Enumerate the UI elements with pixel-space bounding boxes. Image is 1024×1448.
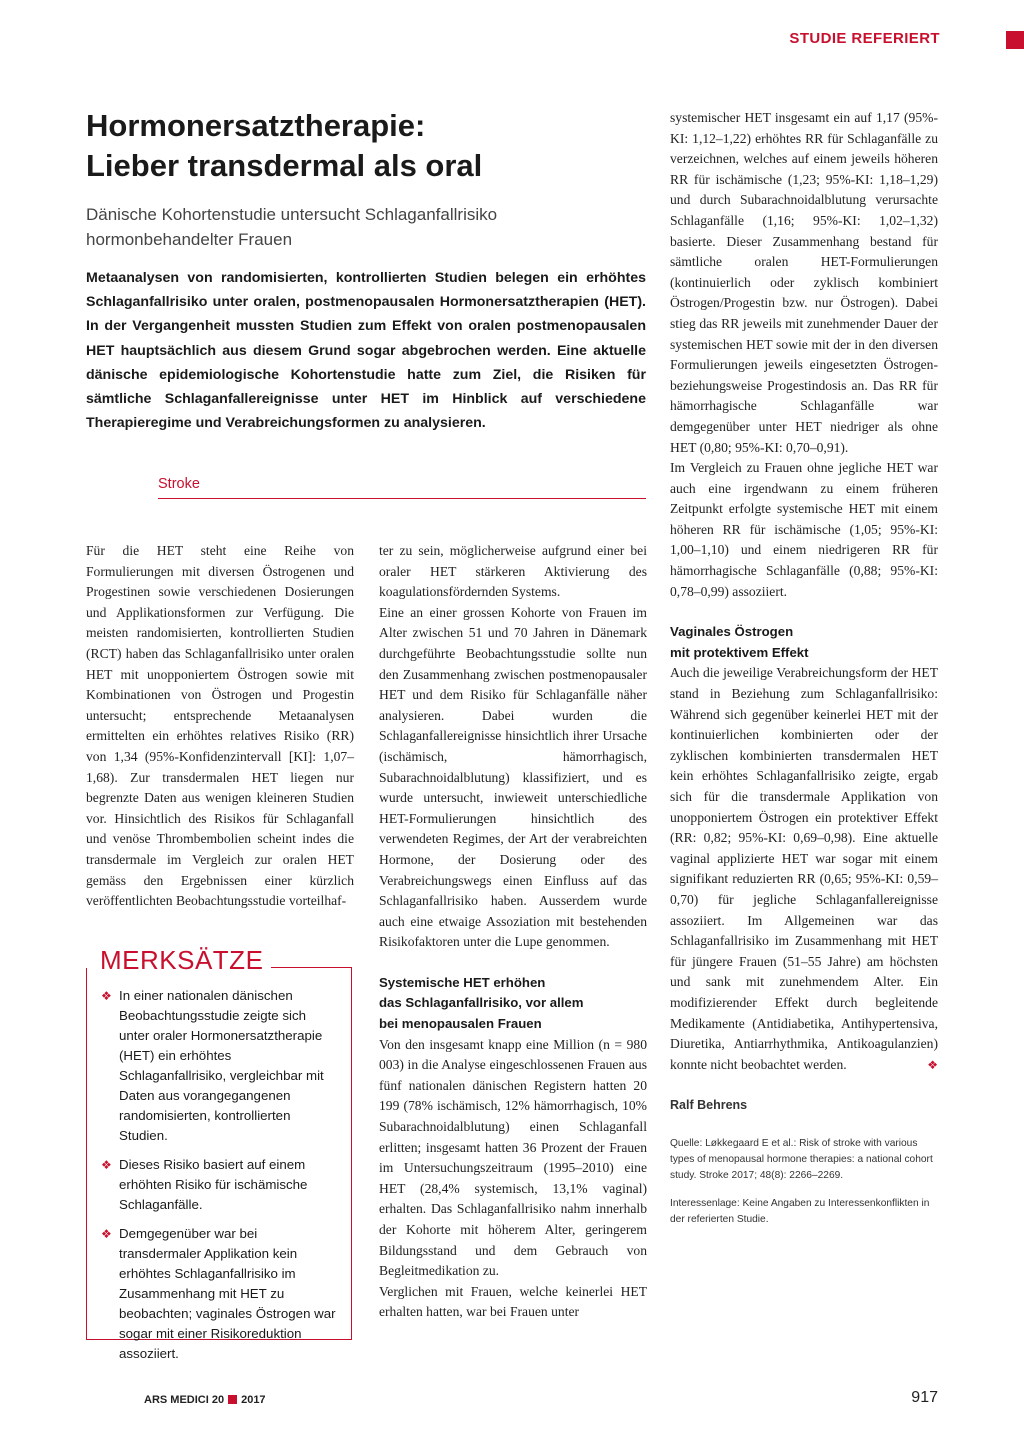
heading-line: Vaginales Östrogen [670, 624, 794, 640]
key-point-text: In einer nationalen dänischen Beobachtungsstudie zeigte sich unter oraler Hormonersatztherapie (HET) ein erhöhtes Schlaganfallrisiko, vergleichbar mit Daten aus vorangegangenen randomisierten, kontrollierten Studien. [119, 988, 324, 1143]
list-item [101, 1155, 337, 1215]
section-marker [1006, 31, 1024, 49]
section-heading [670, 622, 938, 663]
footer-journal [144, 1394, 266, 1406]
topic-label: Stroke [158, 476, 646, 499]
article-lead: Metaanalysen von randomisierten, kontrollierten Studien belegen ein erhöhtes Schlaganfallrisiko unter oralen, postmenopausalen Hormonersatztherapien (HET). In der Vergangenheit mussten Studien zum Effekt von oralen postmenopausalen HET hauptsächlich aus diesem Grund sogar abgebrochen werden. Eine aktuelle dänische epidemiologische Kohortenstudie hatte zum Ziel, die Risiken für sämtliche Schlaganfallereignisse unter HET im Hinblick auf verschiedene Therapieregime und Verabreichungsformen zu analysieren. [86, 270, 646, 432]
key-points-list [87, 968, 351, 1364]
title-line-1: Hormonersatztherapie: [86, 108, 426, 143]
section-label: STUDIE REFERIERT [789, 30, 940, 47]
article-subtitle [86, 202, 646, 252]
heading-line: Systemische HET erhöhen [379, 974, 546, 990]
body-paragraph: Von den insgesamt knapp eine Million (n = 980 003) in die Analyse eingeschlossenen Frauen aus fünf nationalen dänischen Registern hatten 20 199 (78% ischämisch, 12% hämorrhagisch, 10% Subarachnoidalblutung) einen Schlaganfall erlitten; insgesamt hatten 36 Prozent der Frauen im Untersuchungszeitraum (1995–2010) eine HET (28,4% systemisch, 13,1% vaginal) erhalten. Das Schlaganfallrisiko nahm innerhalb der Kohorte mit höherem Alter, geringerem Bildungsstand und dem Gebrauch von Begleitmedikation zu. [379, 1036, 647, 1279]
key-points-box [86, 968, 352, 1361]
heading-line: das Schlaganfallrisiko, vor allem [379, 995, 584, 1011]
subtitle-line-2: hormonbehandelter Frauen [86, 230, 293, 249]
body-paragraph: systemischer HET insgesamt ein auf 1,17 (95%-KI: 1,12–1,22) erhöhtes RR für Schlaganfälle zu verzeichnen, welches auf einem jeweils höheren RR für ischämische (1,23; 95%-KI: 1,18–1,29) und durch Subarachnoidalblutung verursachte Schlaganfälle (1,16; 95%-KI: 1,02–1,32) basierte. Dieser Zusammenhang bestand für sämtliche oralen HET-Formulierungen (kontinuierlich oder zyklisch kombiniert Östrogen/Progestin bzw. nur Östrogen). Dabei stieg das RR jeweils mit zunehmender Dauer der systemischen HET sowie mit der in den diversen Formulierungen jeweils eingesetzten Östrogen- beziehungsweise Progestindosis an. Das RR für hämorrhagische Schlaganfälle war demgegenüber unter HET niedriger als ohne HET (0,80; 95%-KI: 0,70–0,91). [670, 110, 938, 455]
page-number: 917 [911, 1389, 938, 1406]
source-note: Quelle: Løkkegaard E et al.: Risk of stroke with various types of menopausal hormone therapies: a national cohort study. Stroke 2017; 48(8): 2266–2269. [670, 1137, 933, 1181]
title-line-2: Lieber transdermal als oral [86, 148, 483, 183]
body-paragraph: Für die HET steht eine Reihe von Formulierungen mit diversen Östrogenen und Progestinen sowie verschiedenen Dosierungen und Applikationsformen zur Verfügung. Die meisten randomisierten, kontrollierten Studien (RCT) haben das Schlaganfallrisiko unter oralen HET mit unopponiertem Östrogen sowie mit Kombinationen von Östrogen und Progestin untersucht; entsprechende Metaanalysen ermittelten ein erhöhtes relatives Risiko (RR) von 1,34 (95%-Konfidenzintervall [KI]: 1,07–1,68). Zur transdermalen HET liegen nur begrenzte Daten aus wenigen kleineren Studien vor. Hinsichtlich des Risikos für Schlaganfall und venöse Thrombembolien scheint indes die transdermale im Vergleich zur oralen HET gemäss den Ergebnissen einer kürzlich veröffentlichten Beobachtungsstudie vorteilhaf- [86, 543, 354, 909]
diamond-bullet-icon: ❖ [101, 989, 112, 1003]
body-text: Auch die jeweilige Verabreichungsform der HET stand in Beziehung zum Schlaganfallrisiko: Während sich gegenüber keinerlei HET mit der kontinuierlichen kombinierten oder der zyklischen kombinierten transdermalen HET kein erhöhtes Schlaganfallrisiko zeigte, ergab sich für die transdermale Applikation von unopponiertem Östrogen ein protektiver Effekt (RR: 0,82; 95%-KI: 0,69–0,98). Eine aktuelle vaginal applizierte HET war sogar mit einem signifikant reduzierten RR (0,65; 95%-KI: 0,59–0,70) für jegliche Schlaganfallereignisse assoziiert. Im Allgemeinen war das Schlaganfallrisiko im Zusammenhang mit HET für jüngere Frauen (51–55 Jahre) am höchsten und sank mit zunehmendem Alter. Ein modifizierender Effekt durch begleitende Medikamente (Antidiabetika, Antihypertensiva, Diuretika, Antiarrhythmika, Antikoagulanzien) konnte nicht beobachtet werden. [670, 665, 938, 1072]
column-3 [670, 108, 938, 1228]
conflict-note: Interessenlage: Keine Angaben zu Interessenkonflikten in der referierten Studie. [670, 1197, 930, 1225]
section-heading [379, 973, 647, 1035]
footer-square-icon [228, 1395, 237, 1404]
journal-issue: ARS MEDICI 20 [144, 1394, 225, 1406]
body-paragraph [670, 663, 938, 1075]
heading-line: mit protektivem Effekt [670, 644, 809, 660]
body-paragraph: ter zu sein, möglicherweise aufgrund einer bei oraler HET stärkeren Aktivierung des koagulationsfördernden Systems. [379, 543, 647, 600]
diamond-bullet-icon: ❖ [101, 1227, 112, 1241]
end-mark-icon: ❖ [927, 1057, 938, 1072]
key-point-text: Demgegenüber war bei transdermaler Applikation kein erhöhtes Schlaganfallrisiko im Zusammenhang mit HET zu beobachten; vaginales Östrogen war sogar mit einer Risikoreduktion assoziiert. [119, 1226, 336, 1361]
body-paragraph: Im Vergleich zu Frauen ohne jegliche HET war auch eine irgendwann zu einem früheren Zeitpunkt erfolgte systemische HET mit einem höheren RR für ischämische (1,05; 95%-KI: 1,00–1,10) und einem niedrigeren RR für hämorrhagische Schlaganfälle (0,88; 95%-KI: 0,78–0,99) assoziiert. [670, 460, 938, 599]
journal-year: 2017 [241, 1394, 266, 1406]
article-title [86, 106, 646, 186]
diamond-bullet-icon: ❖ [101, 1158, 112, 1172]
key-points-heading: MERKSÄTZE [86, 945, 271, 975]
column-1 [86, 541, 354, 912]
key-point-text: Dieses Risiko basiert auf einem erhöhten Risiko für ischämische Schlaganfälle. [119, 1157, 308, 1212]
author-name: Ralf Behrens [670, 1098, 748, 1113]
list-item [101, 986, 337, 1146]
subtitle-line-1: Dänische Kohortenstudie untersucht Schlaganfallrisiko [86, 205, 498, 224]
body-paragraph: Eine an einer grossen Kohorte von Frauen im Alter zwischen 51 und 70 Jahren in Dänemark durchgeführte Beobachtungsstudie sollte nun den Zusammenhang zwischen postmenopausaler HET und dem Risiko für Schlaganfälle näher analysieren. Dabei wurden die Schlaganfallereignisse hinsichtlich ihrer Ursache (ischämisch, hämorrhagisch, Subarachnoidalblutung) klassifiziert, und es wurde untersucht, inwieweit unterschiedliche HET-Formulierungen hinsichtlich des verwendeten Regimes, der Art der verabreichten Hormone, der Dosierung oder des Verabreichungswegs einen Einfluss auf das Schlaganfallrisiko haben. Ausserdem wurde auch eine etwaige Assoziation mit bestehenden Risikofaktoren unter die Lupe genommen. [379, 604, 647, 950]
body-paragraph: Verglichen mit Frauen, welche keinerlei HET erhalten hatten, war bei Frauen unter [379, 1283, 647, 1320]
column-2 [379, 541, 647, 1323]
heading-line: bei menopausalen Frauen [379, 1016, 542, 1032]
list-item [101, 1224, 337, 1364]
